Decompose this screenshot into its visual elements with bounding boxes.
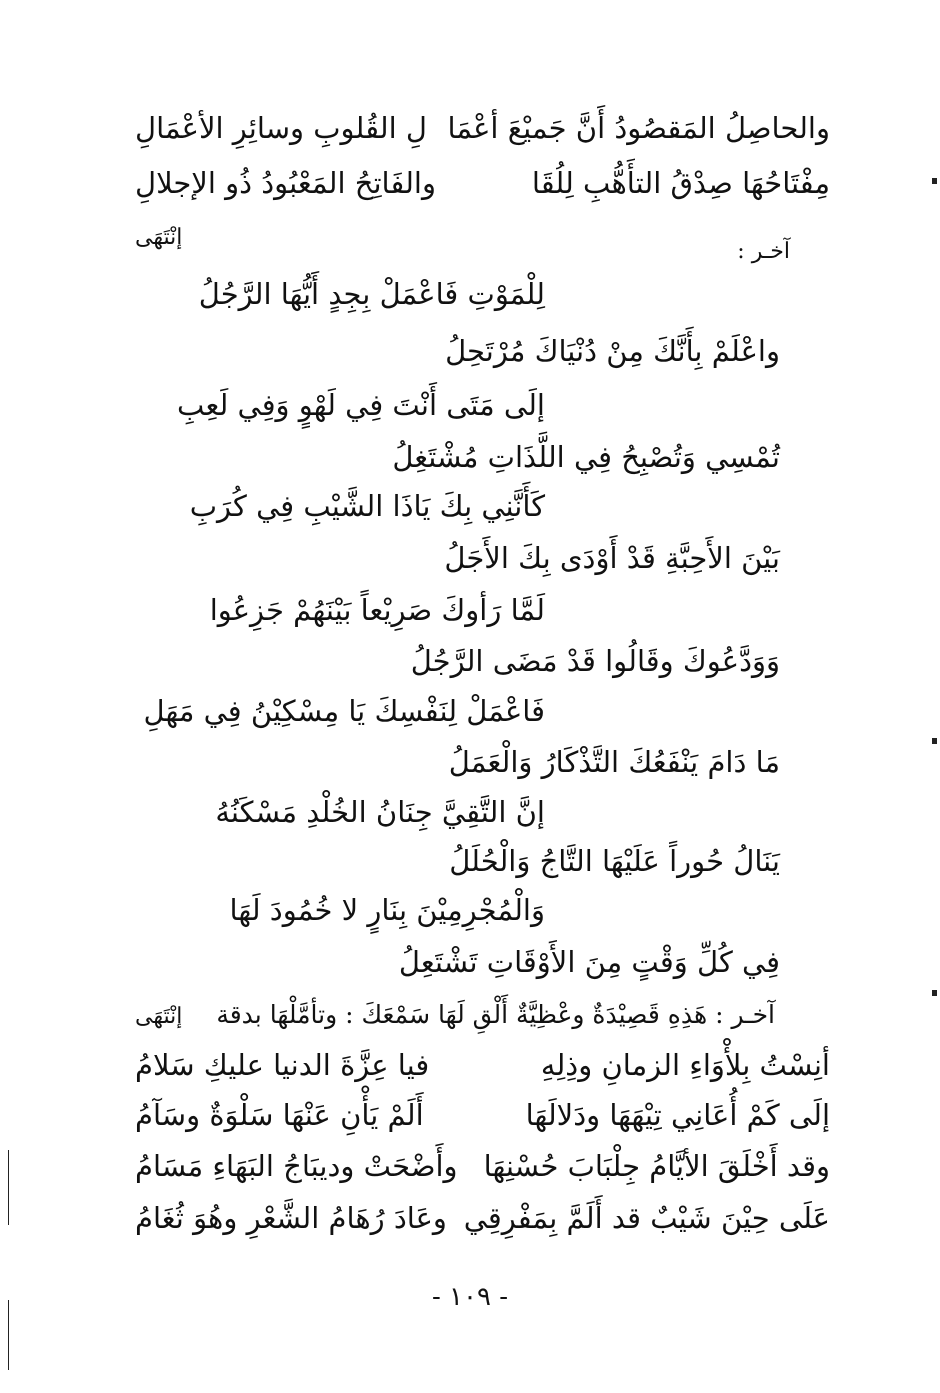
page-number: - ١٠٩ - [431,1282,509,1312]
poem3-end-word: إنْتَهَى [135,1004,183,1029]
poem2-verse: وَوَدَّعُوكَ وقَالُوا قَدْ مَضَى الرَّجُلُ [410,644,780,678]
scan-dot [932,738,937,744]
poem1-line1-left: لِ القُلوبِ وسائِرِ الأعْمَالِ [135,111,427,145]
poem2-verse: فِي كُلِّ وَقْتٍ مِنَ الأَوْقَاتِ تَشْتَعِلُ [398,945,780,979]
scan-dot [932,178,937,184]
poem3-line2-right: إلَى كَمْ أُعَانِي تِيْهَهَا ودَلالَهَا [525,1098,830,1132]
poem3-line3-right: وقد أَخْلَقَ الأيَّامُ جِلْبَابَ حُسْنِهَا [483,1149,830,1183]
poem2-verse: مَا دَامَ يَنْفَعُكَ التَّذْكَارُ وَالْعَمَلُ [448,745,780,779]
poem3-intro: آخـر : هَذِهِ قَصِيْدَةٌ وعْظِيَّةٌ أَلْقِ لَهَا سَمْعَكَ : وتأمَّلْهَا بدقة [216,1000,775,1029]
poem2-verse: إلَى مَتَى أَنْتَ فِي لَهْوٍ وَفِي لَعِبِ [177,388,545,422]
poem1-line1-right: والحاصِلُ المَقصُودُ أَنَّ جَميْعَ أعْمَا [447,111,830,145]
poem2-verse: وَالْمُجْرِمِيْنَ بِنَارٍ لا خُمُودَ لَهَا [229,893,545,927]
poem3-line4-left: وعَادَ رُهَامُ الشَّعْرِ وهُوَ ثُغَامُ [135,1201,447,1235]
poem2-verse: إنَّ التَّقِيَّ جِنَانُ الخُلْدِ مَسْكَنُهُ [215,795,545,829]
poem2-verse: يَنَالُ حُوراً عَلَيْهَا التَّاجُ وَالْحُلَلُ [449,844,780,878]
scan-dot [932,990,937,996]
poem2-verse: تُمْسِي وَتُصْبِحُ فِي اللَّذَاتِ مُشْتَغِلُ [392,440,780,474]
poem2-heading: آخـر : [737,239,790,264]
poem2-verse: فَاعْمَلْ لِنَفْسِكَ يَا مِسْكِيْنُ فِي مَهَلِ [143,694,545,728]
poem2-verse: واعْلَمْ بِأَنَّكَ مِنْ دُنْيَاكَ مُرْتَحِلُ [445,334,780,368]
poem3-line1-left: فيا عِزَّةَ الدنيا عليكِ سَلامُ [135,1048,430,1082]
poem1-line2-right: مِفْتَاحُهَا صِدْقُ التأَهُّبِ لِلُقَا [531,166,830,200]
poem2-verse: لِلْمَوْتِ فَاعْمَلْ بِجِدٍ أَيُّهَا الرَّجُلُ [198,277,545,311]
poem2-verse: بَيْنَ الأَحِبَّةِ قَدْ أَوْدَى بِكَ الأَجَلُ [444,541,780,575]
poem1-end-word: إنْتَهَى [135,225,183,250]
poem3-line2-left: أَلَمْ يَأْنِ عَنْهَا سَلْوَةٌ وسَآمُ [135,1098,424,1132]
poem3-line1-right: أنِسْتُ بِلأْوَاءِ الزمانِ وذِلِهِ [540,1048,830,1082]
scan-edge-line [8,1300,9,1370]
poem3-line3-left: وأَضْحَتْ وديبَاجُ البَهَاءِ مَسَامُ [135,1149,458,1183]
poem3-line4-right: عَلَى حِيْنَ شَيْبٌ قد أَلَمَّ بِمَفْرِقِي [463,1201,830,1235]
poem2-verse: كَأَنَّنِي بِكَ يَاذَا الشَّيْبِ فِي كُرَبِ [189,489,545,523]
poem2-verse: لَمَّا رَأوكَ صَرِيْعاً بَيْنَهُمْ جَزِعُوا [209,593,545,627]
poem1-line2-left: والفَاتِحُ المَعْبُودُ ذُو الإجلالِ [135,166,436,200]
scan-edge-line [8,1150,9,1225]
